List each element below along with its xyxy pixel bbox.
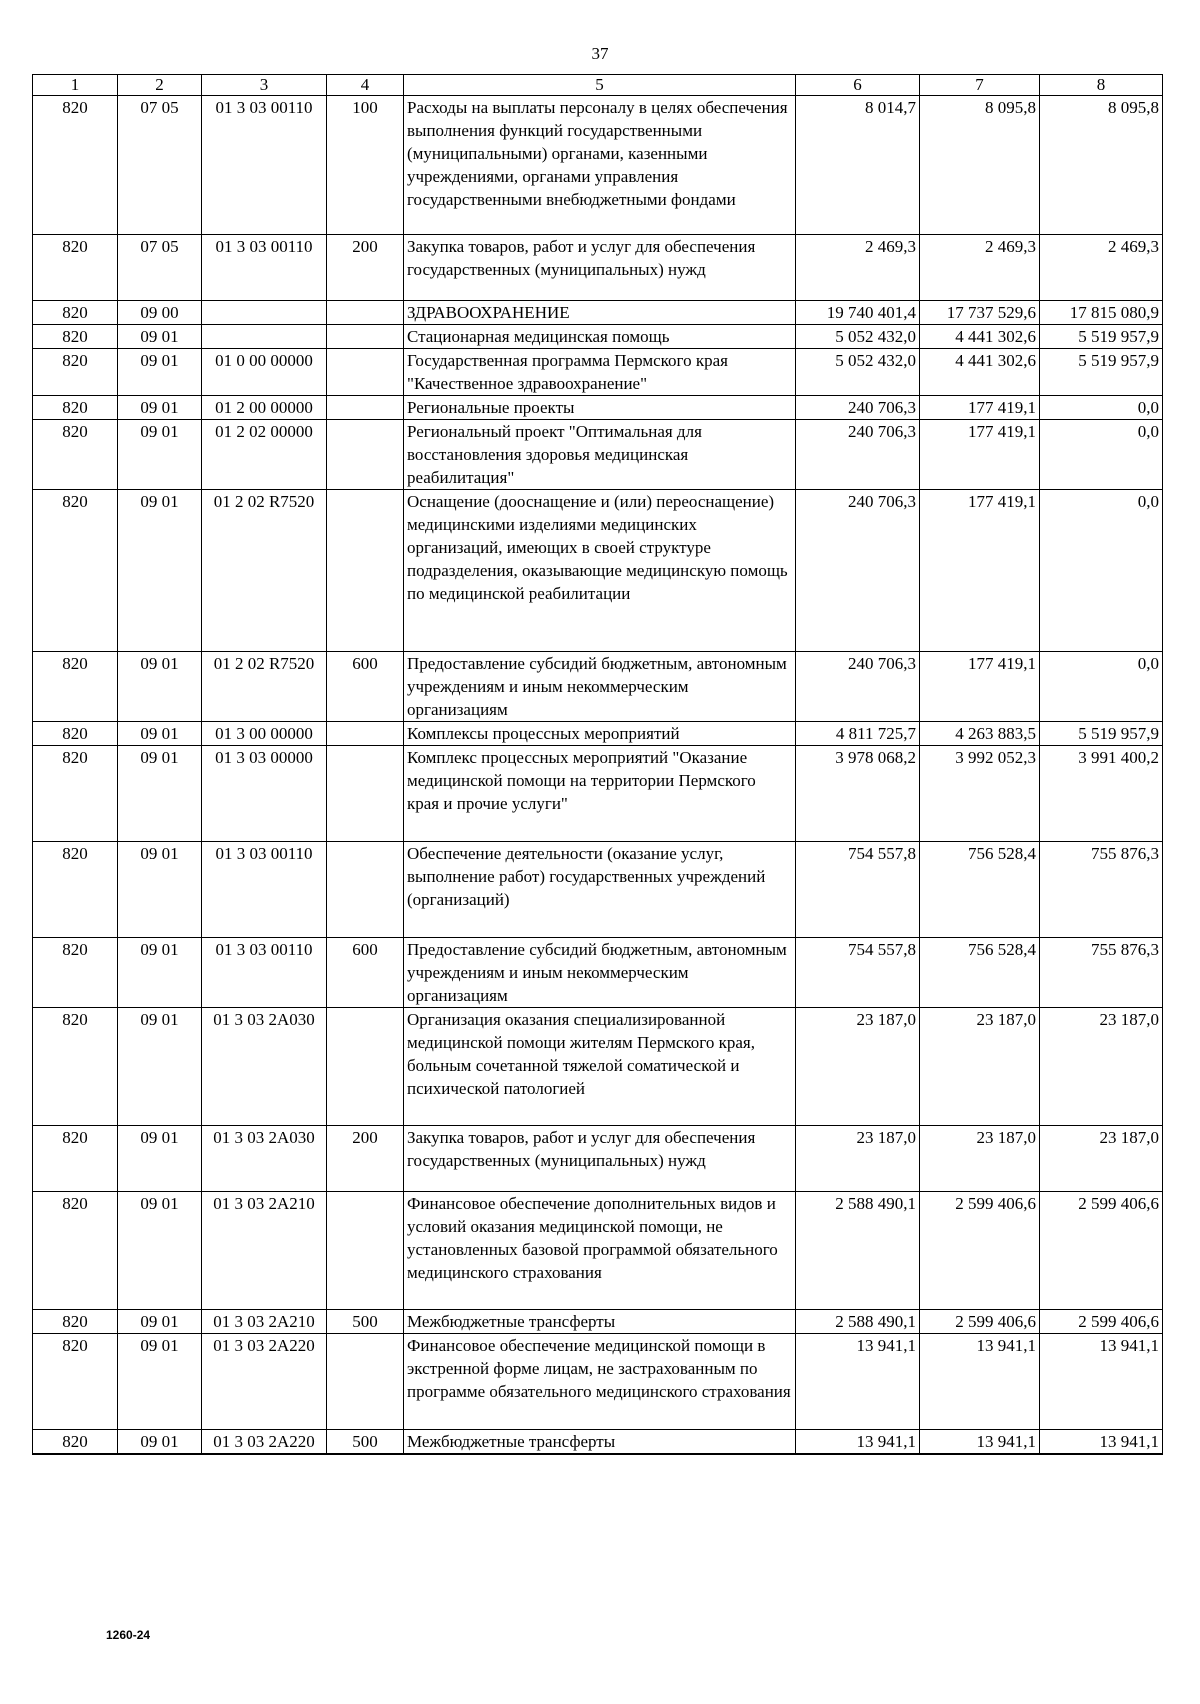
table-row <box>33 1192 1163 1310</box>
table-cell-col5: Организация оказания специализированной медицинской помощи жителям Пермского края, больным сочетанной тяжелой соматической и психической патологией <box>404 1008 796 1126</box>
table-cell-col5: Межбюджетные трансферты <box>404 1310 796 1334</box>
table-cell-col5: Предоставление субсидий бюджетным, автономным учреждениям и иным некоммерческим организациям <box>404 938 796 1008</box>
table-cell-col6: 23 187,0 <box>796 1126 920 1192</box>
table-cell-col6: 13 941,1 <box>796 1334 920 1430</box>
table-cell-col4: 500 <box>327 1430 404 1455</box>
table-cell-col1: 820 <box>33 1008 118 1126</box>
table-cell-col7: 23 187,0 <box>920 1126 1040 1192</box>
table-row <box>33 1334 1163 1430</box>
table-cell-col2: 09 01 <box>118 1008 202 1126</box>
table-cell-col1: 820 <box>33 349 118 396</box>
table-cell-col6: 5 052 432,0 <box>796 349 920 396</box>
table-cell-col2: 09 01 <box>118 490 202 652</box>
table-cell-col2: 09 01 <box>118 325 202 349</box>
table-row <box>33 652 1163 722</box>
table-row <box>33 722 1163 746</box>
table-row <box>33 349 1163 396</box>
table-cell-col7: 17 737 529,6 <box>920 301 1040 325</box>
table-cell-col8: 5 519 957,9 <box>1040 722 1163 746</box>
table-cell-col2: 09 01 <box>118 938 202 1008</box>
table-cell-col2: 09 01 <box>118 1126 202 1192</box>
budget-table <box>32 74 1163 1455</box>
table-cell-col8: 0,0 <box>1040 652 1163 722</box>
table-cell-col1: 820 <box>33 490 118 652</box>
table-cell-col1: 820 <box>33 938 118 1008</box>
table-cell-col3 <box>202 325 327 349</box>
table-row <box>33 490 1163 652</box>
table-cell-col8: 2 469,3 <box>1040 235 1163 301</box>
table-cell-col2: 09 01 <box>118 420 202 490</box>
table-cell-col3: 01 3 00 00000 <box>202 722 327 746</box>
table-cell-col1: 820 <box>33 1192 118 1310</box>
table-cell-col7: 4 263 883,5 <box>920 722 1040 746</box>
table-cell-col4: 100 <box>327 96 404 235</box>
table-cell-col6: 2 588 490,1 <box>796 1310 920 1334</box>
table-cell-col3: 01 3 03 00110 <box>202 938 327 1008</box>
table-row <box>33 746 1163 842</box>
table-cell-col4: 500 <box>327 1310 404 1334</box>
table-cell-col7: 4 441 302,6 <box>920 349 1040 396</box>
table-cell-col2: 09 01 <box>118 349 202 396</box>
table-cell-col1: 820 <box>33 1334 118 1430</box>
table-cell-col8: 0,0 <box>1040 396 1163 420</box>
table-cell-col6: 754 557,8 <box>796 842 920 938</box>
table-cell-col3: 01 3 03 2А220 <box>202 1334 327 1430</box>
table-cell-col1: 820 <box>33 96 118 235</box>
table-cell-col1: 820 <box>33 1126 118 1192</box>
table-cell-col8: 3 991 400,2 <box>1040 746 1163 842</box>
table-cell-col6: 23 187,0 <box>796 1008 920 1126</box>
table-cell-col4 <box>327 1334 404 1430</box>
table-cell-col6: 19 740 401,4 <box>796 301 920 325</box>
table-cell-col2: 09 01 <box>118 1430 202 1455</box>
table-row <box>33 1430 1163 1455</box>
table-cell-col2: 09 01 <box>118 652 202 722</box>
table-cell-col3: 01 0 00 00000 <box>202 349 327 396</box>
table-cell-col4 <box>327 722 404 746</box>
table-cell-col3: 01 3 03 2А210 <box>202 1310 327 1334</box>
table-cell-col5: Государственная программа Пермского края "Качественное здравоохранение" <box>404 349 796 396</box>
table-cell-col2: 09 01 <box>118 722 202 746</box>
table-cell-col8: 5 519 957,9 <box>1040 325 1163 349</box>
table-cell-col5: Комплексы процессных мероприятий <box>404 722 796 746</box>
table-cell-col7: 756 528,4 <box>920 842 1040 938</box>
table-cell-col4 <box>327 325 404 349</box>
column-header: 2 <box>118 75 202 96</box>
table-cell-col4 <box>327 842 404 938</box>
table-cell-col7: 177 419,1 <box>920 420 1040 490</box>
table-cell-col5: Комплекс процессных мероприятий "Оказание медицинской помощи на территории Пермского края и прочие услуги" <box>404 746 796 842</box>
table-cell-col3: 01 3 03 00110 <box>202 96 327 235</box>
table-cell-col4 <box>327 1192 404 1310</box>
table-row <box>33 938 1163 1008</box>
table-cell-col5: Расходы на выплаты персоналу в целях обеспечения выполнения функций государственными (муниципальными) органами, казенными учреждениями, органами управления государственными внебюджетными фондами <box>404 96 796 235</box>
table-cell-col6: 4 811 725,7 <box>796 722 920 746</box>
table-cell-col5: Обеспечение деятельности (оказание услуг, выполнение работ) государственных учреждений (организаций) <box>404 842 796 938</box>
table-cell-col2: 07 05 <box>118 96 202 235</box>
table-cell-col6: 13 941,1 <box>796 1430 920 1455</box>
table-cell-col1: 820 <box>33 722 118 746</box>
table-cell-col7: 13 941,1 <box>920 1334 1040 1430</box>
table-cell-col5: Региональный проект "Оптимальная для восстановления здоровья медицинская реабилитация" <box>404 420 796 490</box>
table-cell-col2: 09 01 <box>118 842 202 938</box>
table-cell-col7: 13 941,1 <box>920 1430 1040 1455</box>
table-cell-col5: Финансовое обеспечение дополнительных видов и условий оказания медицинской помощи, не установленных базовой программой обязательного медицинского страхования <box>404 1192 796 1310</box>
table-cell-col2: 09 01 <box>118 1310 202 1334</box>
table-row <box>33 325 1163 349</box>
table-cell-col6: 2 588 490,1 <box>796 1192 920 1310</box>
table-cell-col5: Стационарная медицинская помощь <box>404 325 796 349</box>
table-cell-col3: 01 3 03 00110 <box>202 842 327 938</box>
table-cell-col8: 755 876,3 <box>1040 842 1163 938</box>
table-row <box>33 96 1163 235</box>
table-cell-col4 <box>327 746 404 842</box>
column-header: 4 <box>327 75 404 96</box>
table-cell-col1: 820 <box>33 325 118 349</box>
table-cell-col2: 09 00 <box>118 301 202 325</box>
table-cell-col3: 01 2 00 00000 <box>202 396 327 420</box>
table-cell-col8: 2 599 406,6 <box>1040 1310 1163 1334</box>
table-cell-col4 <box>327 420 404 490</box>
table-cell-col6: 5 052 432,0 <box>796 325 920 349</box>
table-cell-col4 <box>327 349 404 396</box>
table-cell-col6: 754 557,8 <box>796 938 920 1008</box>
table-cell-col4 <box>327 301 404 325</box>
table-cell-col3: 01 3 03 2А030 <box>202 1008 327 1126</box>
table-cell-col8: 13 941,1 <box>1040 1430 1163 1455</box>
table-cell-col7: 8 095,8 <box>920 96 1040 235</box>
table-row <box>33 1126 1163 1192</box>
table-cell-col2: 07 05 <box>118 235 202 301</box>
column-header: 7 <box>920 75 1040 96</box>
table-cell-col1: 820 <box>33 235 118 301</box>
column-header: 5 <box>404 75 796 96</box>
table-cell-col4: 600 <box>327 938 404 1008</box>
table-row <box>33 235 1163 301</box>
table-row <box>33 1310 1163 1334</box>
table-cell-col8: 5 519 957,9 <box>1040 349 1163 396</box>
table-cell-col6: 8 014,7 <box>796 96 920 235</box>
table-cell-col8: 0,0 <box>1040 490 1163 652</box>
table-cell-col5: Межбюджетные трансферты <box>404 1430 796 1455</box>
table-cell-col7: 177 419,1 <box>920 490 1040 652</box>
table-cell-col5: Финансовое обеспечение медицинской помощи в экстренной форме лицам, не застрахованным по программе обязательного медицинского страхования <box>404 1334 796 1430</box>
table-cell-col5: Закупка товаров, работ и услуг для обеспечения государственных (муниципальных) нужд <box>404 1126 796 1192</box>
table-row <box>33 396 1163 420</box>
table-cell-col8: 23 187,0 <box>1040 1008 1163 1126</box>
column-header: 1 <box>33 75 118 96</box>
table-row <box>33 842 1163 938</box>
table-cell-col3: 01 2 02 00000 <box>202 420 327 490</box>
table-cell-col8: 0,0 <box>1040 420 1163 490</box>
table-cell-col7: 2 469,3 <box>920 235 1040 301</box>
table-cell-col6: 240 706,3 <box>796 420 920 490</box>
column-header: 8 <box>1040 75 1163 96</box>
table-cell-col3: 01 3 03 2А210 <box>202 1192 327 1310</box>
table-cell-col1: 820 <box>33 301 118 325</box>
table-cell-col7: 177 419,1 <box>920 396 1040 420</box>
column-header: 6 <box>796 75 920 96</box>
table-cell-col1: 820 <box>33 652 118 722</box>
table-cell-col2: 09 01 <box>118 1192 202 1310</box>
table-cell-col5: Оснащение (дооснащение и (или) переоснащение) медицинскими изделиями медицинских организаций, имеющих в своей структуре подразделения, оказывающие медицинскую помощь по медицинской реабилитации <box>404 490 796 652</box>
table-cell-col7: 3 992 052,3 <box>920 746 1040 842</box>
table-cell-col7: 177 419,1 <box>920 652 1040 722</box>
table-cell-col3: 01 2 02 R7520 <box>202 490 327 652</box>
table-cell-col4: 600 <box>327 652 404 722</box>
table-cell-col8: 23 187,0 <box>1040 1126 1163 1192</box>
table-cell-col1: 820 <box>33 396 118 420</box>
table-cell-col5: Предоставление субсидий бюджетным, автономным учреждениям и иным некоммерческим организациям <box>404 652 796 722</box>
table-cell-col3: 01 3 03 2А030 <box>202 1126 327 1192</box>
table-row <box>33 301 1163 325</box>
table-cell-col8: 13 941,1 <box>1040 1334 1163 1430</box>
table-cell-col4 <box>327 1008 404 1126</box>
column-header: 3 <box>202 75 327 96</box>
table-cell-col7: 2 599 406,6 <box>920 1192 1040 1310</box>
table-row <box>33 1008 1163 1126</box>
table-cell-col6: 240 706,3 <box>796 490 920 652</box>
table-cell-col3 <box>202 301 327 325</box>
table-cell-col7: 756 528,4 <box>920 938 1040 1008</box>
table-cell-col5: Закупка товаров, работ и услуг для обеспечения государственных (муниципальных) нужд <box>404 235 796 301</box>
table-cell-col1: 820 <box>33 420 118 490</box>
table-cell-col5: Региональные проекты <box>404 396 796 420</box>
table-cell-col4: 200 <box>327 1126 404 1192</box>
table-cell-col8: 2 599 406,6 <box>1040 1192 1163 1310</box>
table-cell-col3: 01 3 03 2А220 <box>202 1430 327 1455</box>
header-row <box>33 75 1163 96</box>
table-cell-col2: 09 01 <box>118 1334 202 1430</box>
table-cell-col6: 3 978 068,2 <box>796 746 920 842</box>
table-cell-col6: 240 706,3 <box>796 652 920 722</box>
table-cell-col8: 8 095,8 <box>1040 96 1163 235</box>
table-cell-col7: 4 441 302,6 <box>920 325 1040 349</box>
table-cell-col1: 820 <box>33 1310 118 1334</box>
table-cell-col3: 01 2 02 R7520 <box>202 652 327 722</box>
table-cell-col6: 240 706,3 <box>796 396 920 420</box>
table-cell-col2: 09 01 <box>118 746 202 842</box>
table-cell-col7: 2 599 406,6 <box>920 1310 1040 1334</box>
table-cell-col8: 17 815 080,9 <box>1040 301 1163 325</box>
table-cell-col7: 23 187,0 <box>920 1008 1040 1126</box>
table-cell-col5: ЗДРАВООХРАНЕНИЕ <box>404 301 796 325</box>
table-cell-col3: 01 3 03 00110 <box>202 235 327 301</box>
page-number: 37 <box>591 44 609 63</box>
document-code: 1260-24 <box>106 1628 151 1642</box>
table-cell-col1: 820 <box>33 1430 118 1455</box>
table-row <box>33 420 1163 490</box>
table-cell-col4 <box>327 490 404 652</box>
table-cell-col4: 200 <box>327 235 404 301</box>
table-cell-col2: 09 01 <box>118 396 202 420</box>
table-cell-col1: 820 <box>33 842 118 938</box>
table-cell-col8: 755 876,3 <box>1040 938 1163 1008</box>
table-cell-col6: 2 469,3 <box>796 235 920 301</box>
table-cell-col4 <box>327 396 404 420</box>
table-cell-col3: 01 3 03 00000 <box>202 746 327 842</box>
table-cell-col1: 820 <box>33 746 118 842</box>
